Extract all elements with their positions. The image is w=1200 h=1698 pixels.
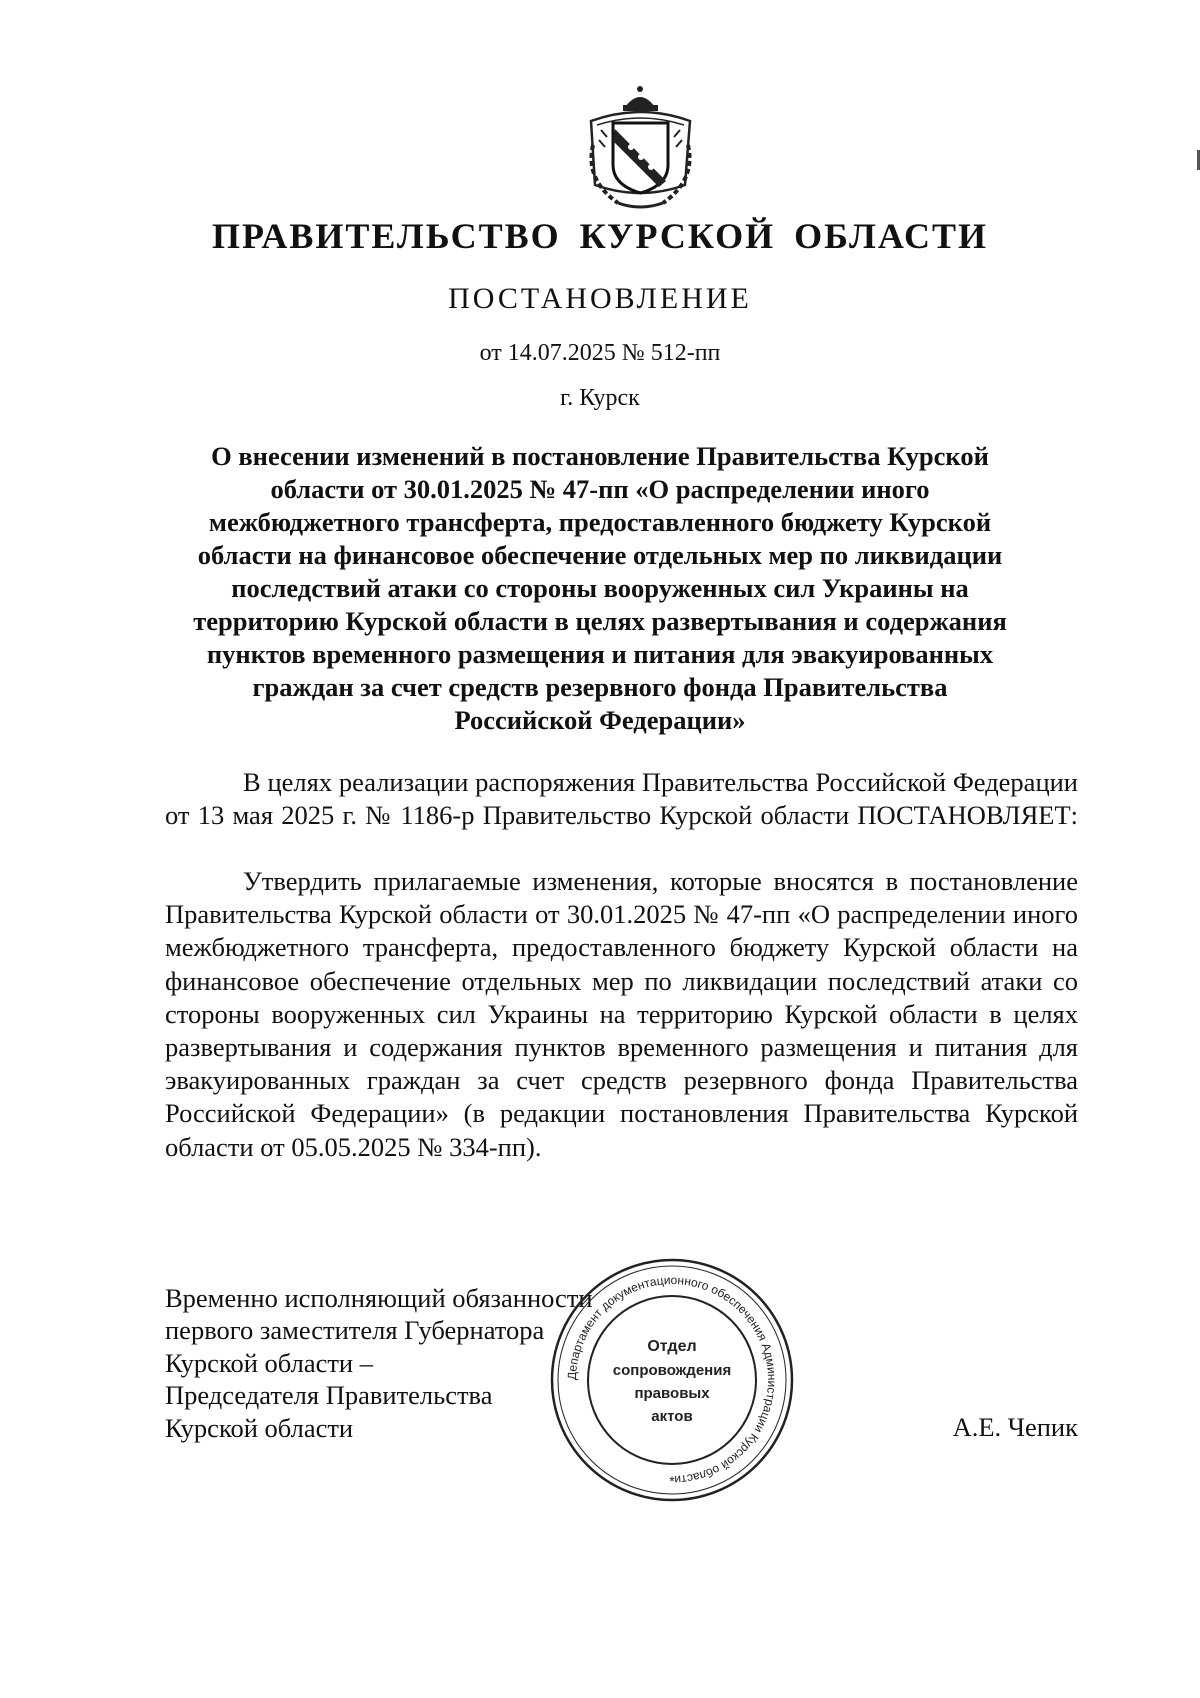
title-line: области на финансовое обеспечение отдельных мер по ликвидации bbox=[197, 540, 1003, 570]
document-type: ПОСТАНОВЛЕНИЕ bbox=[448, 282, 752, 315]
body-paragraph-1: В целях реализации распоряжения Правительства Российской Федерации от 13 мая 2025 г. № 1186-р Правительство Курской области ПОСТАНОВЛЯЕТ: bbox=[165, 767, 1078, 831]
stamp-text-line: актов bbox=[651, 1408, 693, 1425]
title-line: О внесении изменений в постановление Правительства Курской bbox=[211, 441, 989, 471]
signatory-position-line: Председателя Правительства bbox=[165, 1380, 493, 1411]
title-line: области от 30.01.2025 № 47-пп «О распределении иного bbox=[270, 474, 930, 504]
title-line: пунктов временного размещения и питания для эвакуированных bbox=[206, 639, 994, 669]
title-line: граждан за счет средств резервного фонда Правительства bbox=[252, 672, 948, 702]
stamp-ring-text: Департамент документационного обеспечения Администрации Курской области bbox=[564, 1272, 780, 1488]
body-paragraph-2: Утвердить прилагаемые изменения, которые вносятся в постановление Правительства Курской области от 30.01.2025 № 47-пп «О распределении иного межбюджетного трансферта, предоставленного бюджету Курской области на финансовое обеспечение отдельных мер по ликвидации последствий атаки со стороны вооруженных сил Украины на территорию Курской области в целях развертывания и содержания пунктов временного размещения и питания для эвакуированных граждан за счет средств резервного фонда Правительства Российской Федерации» (в редакции постановления Правительства Курской области от 05.05.2025 № 334-пп). bbox=[165, 866, 1078, 1162]
signatory-position-line: первого заместителя Губернатора bbox=[165, 1315, 545, 1346]
stamp-text-line: Отдел bbox=[647, 1338, 697, 1355]
stamp-text-line: правовых bbox=[634, 1385, 710, 1402]
title-line: последствий атаки со стороны вооруженных сил Украины на bbox=[231, 573, 969, 603]
signatory-position-line: Временно исполняющий обязанности bbox=[165, 1283, 593, 1313]
document-city: г. Курск bbox=[560, 385, 640, 411]
signatory-position-line: Курской области – bbox=[165, 1347, 373, 1378]
title-line: территорию Курской области в целях развертывания и содержания bbox=[193, 606, 1007, 636]
official-stamp bbox=[547, 1255, 797, 1505]
signatory-name: А.Е. Чепик bbox=[952, 1412, 1078, 1442]
signatory-position-line: Курской области bbox=[165, 1412, 354, 1443]
title-line: межбюджетного трансферта, предоставленного бюджету Курской bbox=[208, 507, 992, 537]
stamp-star: * bbox=[669, 1473, 675, 1489]
signatory-position bbox=[165, 1282, 593, 1444]
stamp-text-line: сопровождения bbox=[612, 1362, 732, 1379]
title-line: Российской Федерации» bbox=[454, 705, 746, 735]
document-date-number: от 14.07.2025 № 512-пп bbox=[479, 340, 721, 366]
document-title bbox=[150, 440, 1050, 737]
government-name: ПРАВИТЕЛЬСТВО КУРСКОЙ ОБЛАСТИ bbox=[211, 216, 989, 256]
kursk-coat-of-arms-icon bbox=[573, 85, 708, 213]
